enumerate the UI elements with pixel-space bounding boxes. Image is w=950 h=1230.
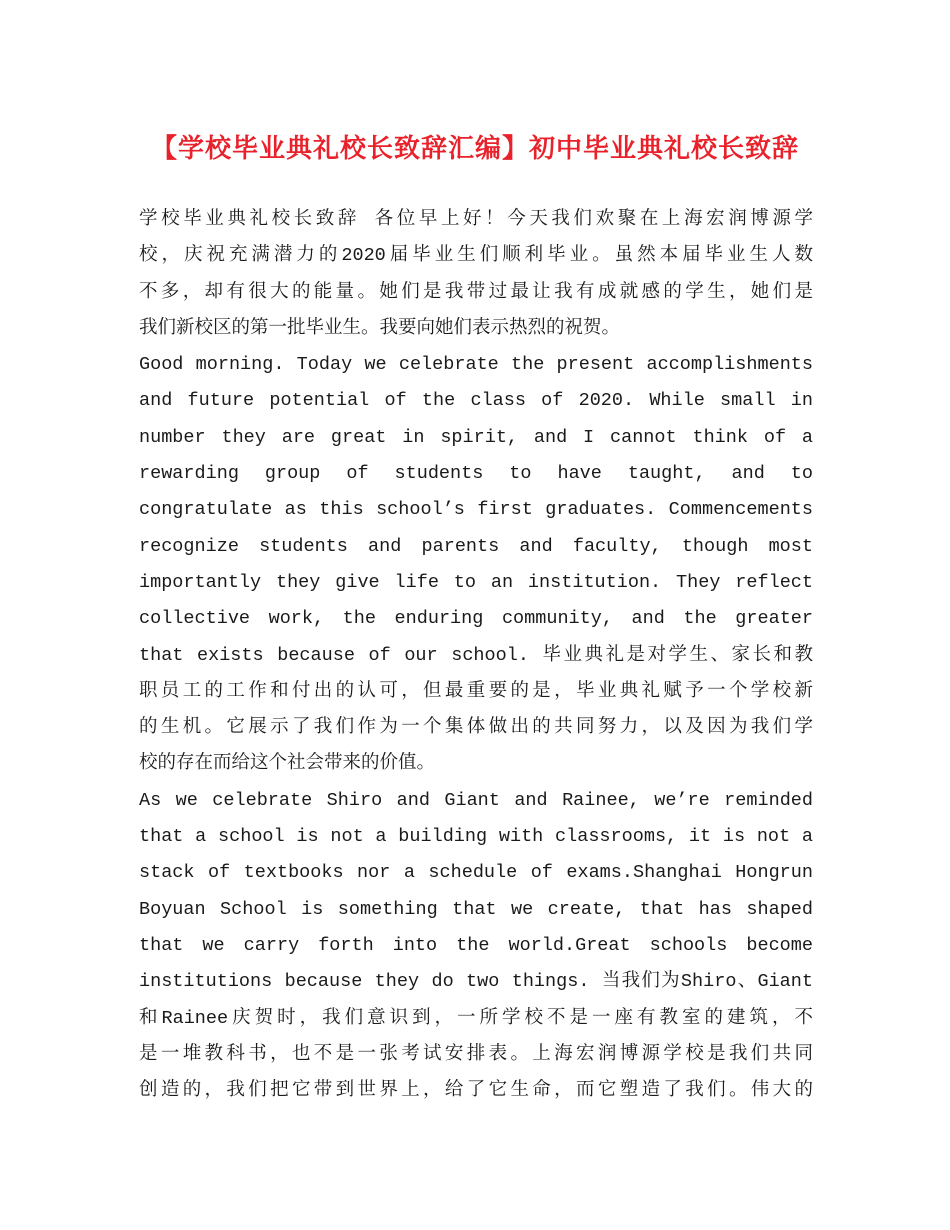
body-line: importantly they give life to an institution. They reflect	[139, 571, 813, 593]
body-line: 创造的，我们把它带到世界上，给了它生命，而它塑造了我们。伟大的	[139, 1080, 813, 1102]
body-line: rewarding group of students to have taught, and to	[139, 463, 813, 485]
body-line: 校，庆祝充满潜力的2020届毕业生们顺利毕业。虽然本届毕业生人数	[139, 245, 813, 267]
body-line: congratulate as this school’s first graduates. Commencements	[139, 499, 813, 521]
body-line: number they are great in spirit, and I cannot think of a	[139, 426, 813, 448]
body-line: 和Rainee庆贺时，我们意识到，一所学校不是一座有教室的建筑，不	[139, 1007, 813, 1029]
document-body	[139, 202, 813, 1109]
body-line: and future potential of the class of 2020. While small in	[139, 390, 813, 412]
body-line: 职员工的工作和付出的认可，但最重要的是，毕业典礼赋予一个学校新	[139, 680, 813, 702]
body-line: Good morning. Today we celebrate the present accomplishments	[139, 354, 813, 376]
body-line: 我们新校区的第一批毕业生。我要向她们表示热烈的祝贺。	[139, 317, 621, 339]
body-line: Boyuan School is something that we create, that has shaped	[139, 898, 813, 920]
page-title: 【学校毕业典礼校长致辞汇编】初中毕业典礼校长致辞	[150, 134, 799, 164]
body-line: 校的存在而给这个社会带来的价值。	[139, 753, 436, 775]
body-line: recognize students and parents and faculty, though most	[139, 535, 813, 557]
body-line: collective work, the enduring community, and the greater	[139, 608, 813, 630]
body-line: 是一堆教科书，也不是一张考试安排表。上海宏润博源学校是我们共同	[139, 1043, 813, 1065]
body-line: that exists because of our school. 毕业典礼是对学生、家长和教	[139, 644, 813, 666]
body-line: that we carry forth into the world.Great schools become	[139, 934, 813, 956]
body-line: 不多，却有很大的能量。她们是我带过最让我有成就感的学生，她们是	[139, 281, 813, 303]
body-line: that a school is not a building with classrooms, it is not a	[139, 826, 813, 848]
body-line: institutions because they do two things. 当我们为Shiro、Giant	[139, 971, 813, 993]
body-line: 学校毕业典礼校长致辞 各位早上好！今天我们欢聚在上海宏润博源学	[139, 209, 813, 230]
body-line: As we celebrate Shiro and Giant and Rainee, we’re reminded	[139, 789, 813, 811]
body-line: 的生机。它展示了我们作为一个集体做出的共同努力，以及因为我们学	[139, 717, 813, 739]
body-line: stack of textbooks nor a schedule of exams.Shanghai Hongrun	[139, 862, 813, 884]
